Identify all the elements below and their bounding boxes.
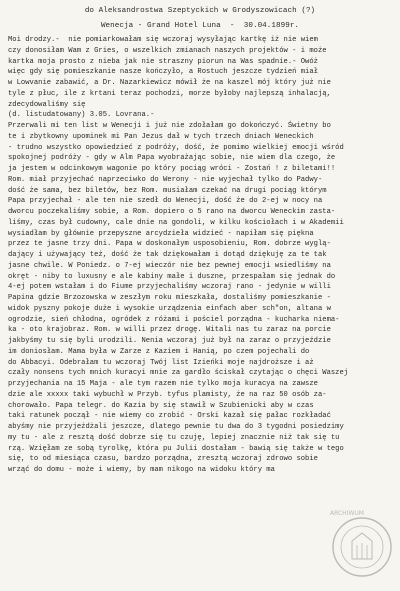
letter-line: dający i używający też, dość że tak dziękowałam i dotąd dziękuję za te tak: [8, 251, 327, 259]
letter-line: kartka moja prosto z nieba jak nie straszny piorun na Was spadnie.- Owóż: [8, 57, 318, 66]
letter-line: tyle z płuc, ile z krtani teraz pochodzi, morze byłoby najlepszą inhalacją,: [8, 89, 331, 98]
letter-line: widok pyszny pokoje duże i wysokie urządzenia einfach aber sch"on, altana w: [8, 304, 331, 313]
letter-line: spokojnej podróży - gdy w Alm Papa wyobrażając sobie, nie wiem dla czego, że: [8, 154, 336, 163]
letter-line: (d. listudatowany) 3.05. Lovrana.-: [8, 111, 155, 120]
recipient-line: do Aleksandrostwa Szeptyckich w Grodyszowicach (?): [84, 7, 316, 15]
letter-line: więc gdy się pomieszkanie nasze kończyło, a Rostuch jeszcze tydzień miał: [8, 68, 318, 77]
letter-line: rzą. Wzięłam ze sobą tyrolkę, która pu Julii dostałam - bawią się także w tego: [8, 444, 344, 453]
letter-line: okręt - niby to luxusny e ale kabiny małe i duszne, przespałam się jednak do: [8, 272, 336, 281]
letter-line: ja jestem w odcinkowym wagonie po który pociąg wróci - Zostań ! z biletami!!: [8, 165, 336, 173]
letter-line: jakbyśmy tu się byli urodzili. Nenia wczoraj już był na zaraz o przyjeździe: [8, 337, 331, 345]
letter-line: Przerwali mi ten list w Wenecji i już nie zdołałam go dokończyć. Świetny bo: [8, 122, 331, 130]
archive-stamp-icon: [330, 510, 394, 579]
letter-line: Papina gdzie Brzozowska w zeszłym roku mieszkała, dostaliśmy pomieszkanie -: [8, 294, 331, 302]
letter-line: do Abbacyi. Odebrałam tu wczoraj Twój list Izieńki moje najdroższe i aż: [8, 358, 314, 367]
letter-line: czały nonsens tych mnich kuracyi mnie za gardło ściskał czytając o chęci Waszej: [8, 369, 349, 378]
letter-line: wrząć do domu - może i wiemy, by mam nikogo na widoku który ma: [8, 466, 275, 474]
place-date-line: Wenecja - Grand Hotel Luna - 30.04.1899r.: [100, 22, 300, 30]
letter-line: liśmy, czas był cudowny, cale dnie na gondoli, w kilku kościołach i w Akademii: [8, 218, 344, 227]
stamp-legend: ARCHIWUM: [330, 510, 364, 517]
letter-line: dzie ale xxxxx taki wybuchł w Przyb. tyfus plamisty, że na raz 50 osób za-: [8, 390, 327, 399]
letter-line: się, to od miesiąca czasu, bardzo porządna, zresztą wczoraj zdrowo sobie: [8, 455, 318, 464]
letter-line: te i zbytkowny upominek mi Pan Jezus dał w tych trzech dniach Weneckich: [8, 132, 314, 141]
letter-line: w Lowvanie zabawić, a Dr. Nazarkiewicz mówił że na kaszel mój który już nie: [8, 79, 331, 87]
letter-line: wysiadłam by głównie przepyszne arcydzieła widzieć - napiłam się piękna: [8, 229, 314, 238]
letter-line: abyśmy nie przyjeżdżali jeszcze, dlatego pewnie tu dwa do 3 tygodni posiedzimy: [8, 423, 344, 431]
letter-line: Moi drodzy.- nie pomiarkowałam się wczoraj wysyłając kartkę iż nie wiem: [8, 36, 318, 44]
letter-line: - trudno wszystko opowiedzieć z podróży, dość, że pomimo wielkiej emocji wśród: [8, 143, 344, 152]
letter-line: dość że sama, bez biletów, bez Rom. musiałam czekać na drugi pociąg którym: [8, 186, 327, 195]
letter-line: dworcu poczekaliśmy sobie, a Rom. dopiero o 5 rano na dworcu Weneckim zasta-: [8, 208, 336, 216]
letter-line: ogrodzie, sień chłodna, ogródek z różami i pościel porządna - kucharka niema-: [8, 315, 340, 324]
letter-line: Papa przyjechał - ale ten nie szedł do Wenecji, dość że do 2-ej w nocy na: [8, 197, 323, 206]
letter-line: zdecydowaliśmy się: [8, 100, 86, 109]
letter-line: taki ratunek począł - nie wiemy co zrobić - Orski kazał się pałac rozkładać: [8, 412, 331, 421]
letter-line: przyjechania na 15 Maja - ale tym razem nie tylko moja kuracya na zawsze: [8, 380, 318, 388]
letter-line: czy donosiłam Wam z Gries, o wszelkich zmianach naszych projektów - i może: [8, 46, 327, 55]
letter-line: przez te jasne trzy dni. Papa w doskonałym usposobieniu, Rom. dobrze wyglą-: [8, 240, 331, 249]
letter-line: Rom. miał przyjechać naprzeciwko do Werony - nie wyjechał tylko do Padwy-: [8, 175, 323, 184]
letter-line: im doniosłam. Mama była w Zarze z Kaziem i Hanią, po czem pojechali do: [8, 347, 310, 356]
letter-line: ka - oto krajobraz. Rom. w willi przez drogę. Witali nas tu zaraz na porcie: [8, 326, 331, 335]
letter-line: chorowało. Papa telegr. do Kazia by się stawił w Szubienicki aby w czas: [8, 401, 314, 410]
letter-line: my tu - ale z resztą dość dobrze się tu czuję, lepiej znacznie niż tak się tu: [8, 433, 340, 442]
letter-line: 4-ej potem wstałam i do Fiume przyjechaliśmy wczoraj rano - jedynie w willi: [8, 283, 331, 292]
letter-line: jasne chwile. W Poniedz. o 7-ej wieczór nie bez pewnej emocji wsiedliśmy na: [8, 261, 331, 270]
